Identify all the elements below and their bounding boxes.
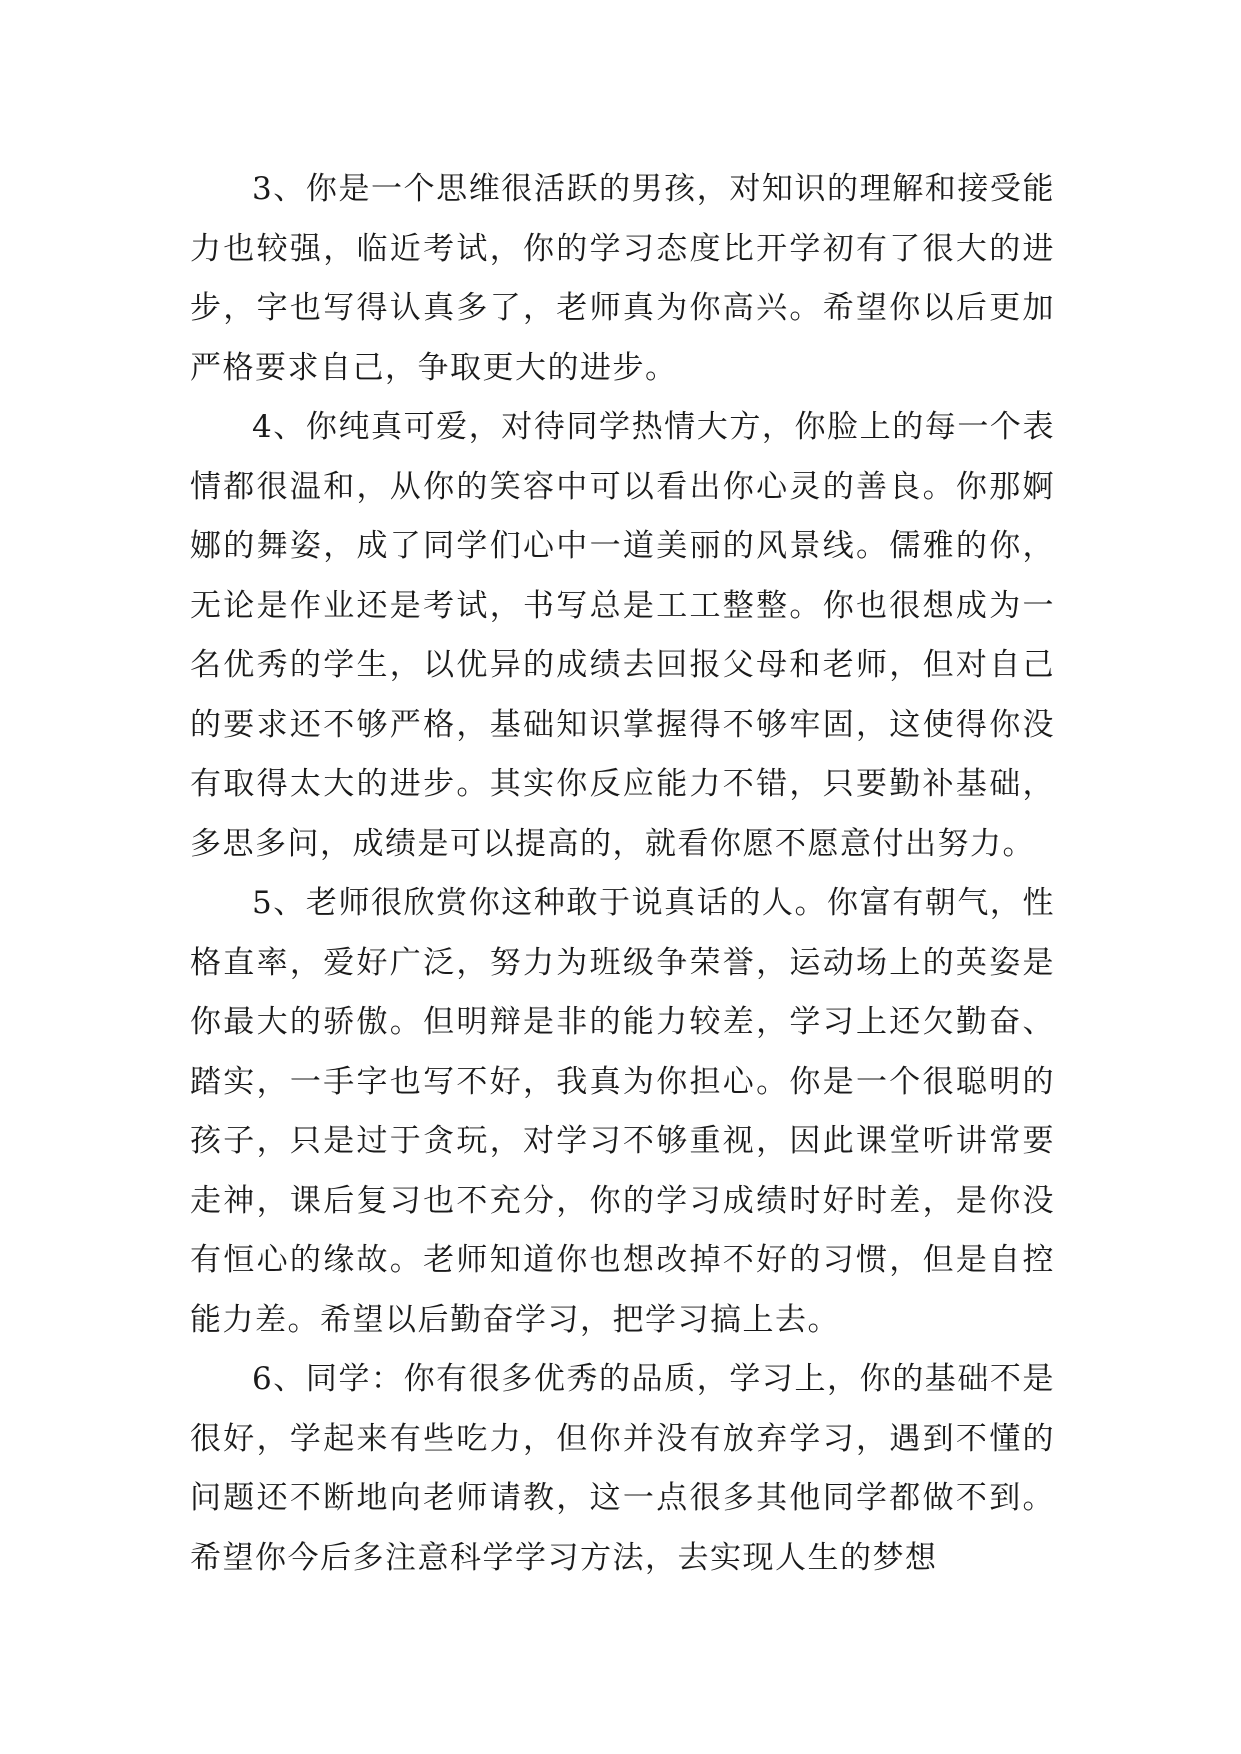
paragraph-3: 3、你是一个思维很活跃的男孩，对知识的理解和接受能力也较强，临近考试，你的学习态度比开学初有了很大的进步，字也写得认真多了，老师真为你高兴。希望你以后更加严格要求自己，争取更大的进步。 <box>190 171 1055 386</box>
paragraph-4: 4、你纯真可爱，对待同学热情大方，你脸上的每一个表情都很温和，从你的笑容中可以看出你心灵的善良。你那婀娜的舞姿，成了同学们心中一道美丽的风景线。儒雅的你，无论是作业还是考试，书写总是工工整整。你也很想成为一名优秀的学生，以优异的成绩去回报父母和老师，但对自己的要求还不够严格，基础知识掌握得不够牢固，这使得你没有取得太大的进步。其实你反应能力不错，只要勤补基础，多思多问，成绩是可以提高的，就看你愿不愿意付出努力。 <box>190 409 1055 862</box>
paragraph-6: 6、同学：你有很多优秀的品质，学习上，你的基础不是很好，学起来有些吃力，但你并没有放弃学习，遇到不懂的问题还不断地向老师请教，这一点很多其他同学都做不到。希望你今后多注意科学学习方法，去实现人生的梦想 <box>190 1361 1055 1576</box>
paragraph-5: 5、老师很欣赏你这种敢于说真话的人。你富有朝气，性格直率，爱好广泛，努力为班级争荣誉，运动场上的英姿是你最大的骄傲。但明辩是非的能力较差，学习上还欠勤奋、踏实，一手字也写不好，我真为你担心。你是一个很聪明的孩子，只是过于贪玩，对学习不够重视，因此课堂听讲常要走神，课后复习也不充分，你的学习成绩时好时差，是你没有恒心的缘故。老师知道你也想改掉不好的习惯，但是自控能力差。希望以后勤奋学习，把学习搞上去。 <box>190 885 1055 1338</box>
document-body <box>190 160 1055 1588</box>
